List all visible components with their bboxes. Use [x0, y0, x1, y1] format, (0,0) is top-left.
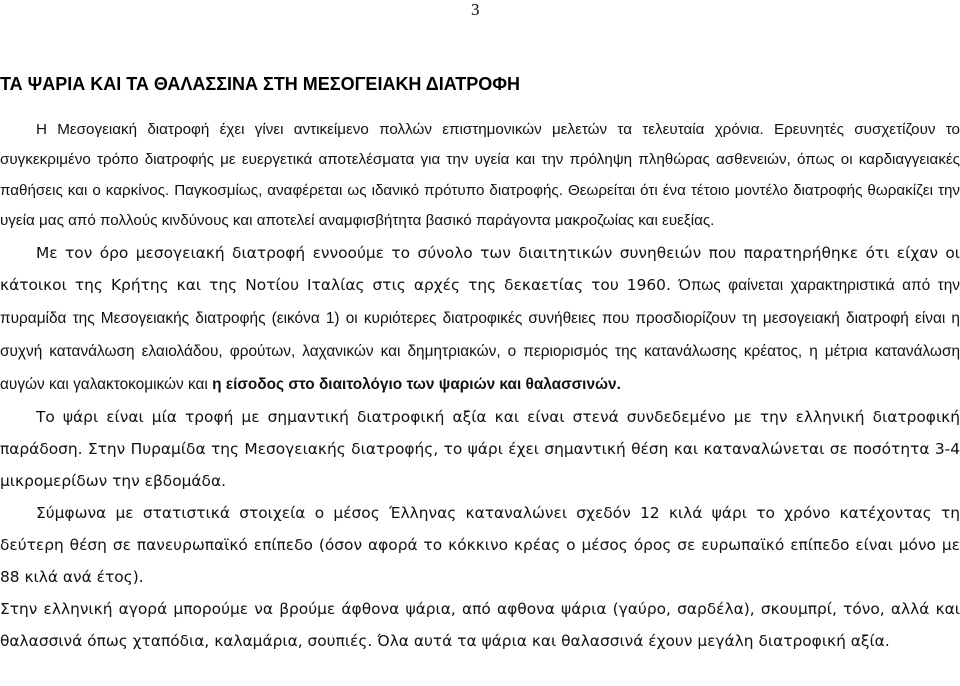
- document-body: [0, 115, 960, 657]
- document-title: ΤΑ ΨΑΡΙΑ ΚΑΙ ΤΑ ΘΑΛΑΣΣΙΝΑ ΣΤΗ ΜΕΣΟΓΕΙΑΚΗ ΔΙΑΤΡΟΦΗ: [0, 74, 520, 94]
- paragraph-statistics: Σύμφωνα με στατιστικά στοιχεία ο μέσος Έλληνας καταναλώνει σχεδόν 12 κιλά ψάρι το χρόνο κατέχοντας τη δεύτερη θέση σε πανευρωπαϊκό επίπεδο (όσον αφορά το κόκκινο κρέας ο μέσος όρος σε ευρωπαϊκό επίπεδο είναι μόνο με 88 κιλά ανά έτος).: [0, 503, 960, 586]
- page-number: 3: [471, 0, 480, 19]
- paragraph-definition-text: Με τον όρο μεσογειακή διατροφή εννοούμε το σύνολο των διαιτητικών συνηθειών που παρατηρήθηκε ότι είχαν οι κάτοικοι της Κρήτης και της Νοτίου Ιταλίας στις αρχές της δεκαετίας του 1960.: [0, 243, 960, 294]
- paragraph-market: Στην ελληνική αγορά μπορούμε να βρούμε άφθονα ψάρια, από αφθονα ψάρια (γαύρο, σαρδέλα), σκουμπρί, τόνο, αλλά και θαλασσινά όπως χταπόδια, καλαμάρια, σουπιές. Όλα αυτά τα ψάρια και θαλασσινά έχουν μεγάλη διατροφική αξία.: [0, 599, 960, 650]
- paragraph-definition: [0, 237, 960, 401]
- paragraph-fish-value: Το ψάρι είναι μία τροφή με σημαντική διατροφική αξία και είναι στενά συνδεδεμένο με την ελληνική διατροφική παράδοση. Στην Πυραμίδα της Μεσογειακής διατροφής, το ψάρι έχει σημαντική θέση και καταναλώνεται σε ποσότητα 3-4 μικρομερίδων την εβδομάδα.: [0, 407, 960, 490]
- paragraph-intro: Η Μεσογειακή διατροφή έχει γίνει αντικείμενο πολλών επιστημονικών μελετών τα τελευταία χρόνια. Ερευνητές συσχετίζουν το συγκεκριμένο τρόπο διατροφής με ευεργετικά αποτελέσματα για την υγεία και την πρόληψη πληθώρας ασθενειών, όπως οι καρδιαγγειακές παθήσεις και ο καρκίνος. Παγκοσμίως, αναφέρεται ως ιδανικό πρότυπο διατροφής. Θεωρείται ότι ένα τέτοιο μοντέλο διατροφής θωρακίζει την υγεία μας από πολλούς κινδύνους και αποτελεί αναμφισβήτητα βασικό παράγοντα μακροζωίας και ευεξίας.: [0, 121, 960, 230]
- paragraph-pyramid-text: Όπως φαίνεται χαρακτηριστικά από την πυραμίδα της Μεσογειακής διατροφής (εικόνα 1) οι κυριότερες διατροφικές συνήθειες που προσδιορίζουν τη μεσογειακή διατροφή είναι η συχνή κατανάλωση ελαιολάδου, φρούτων, λαχανικών και δημητριακών, ο περιορισμός της κατανάλωσης κρέατος, η μέτρια κατανάλωση αυγών και γαλακτοκομικών και: [0, 276, 960, 393]
- paragraph-fish-emphasis: η είσοδος στο διαιτολόγιο των ψαριών και θαλασσινών.: [212, 375, 621, 393]
